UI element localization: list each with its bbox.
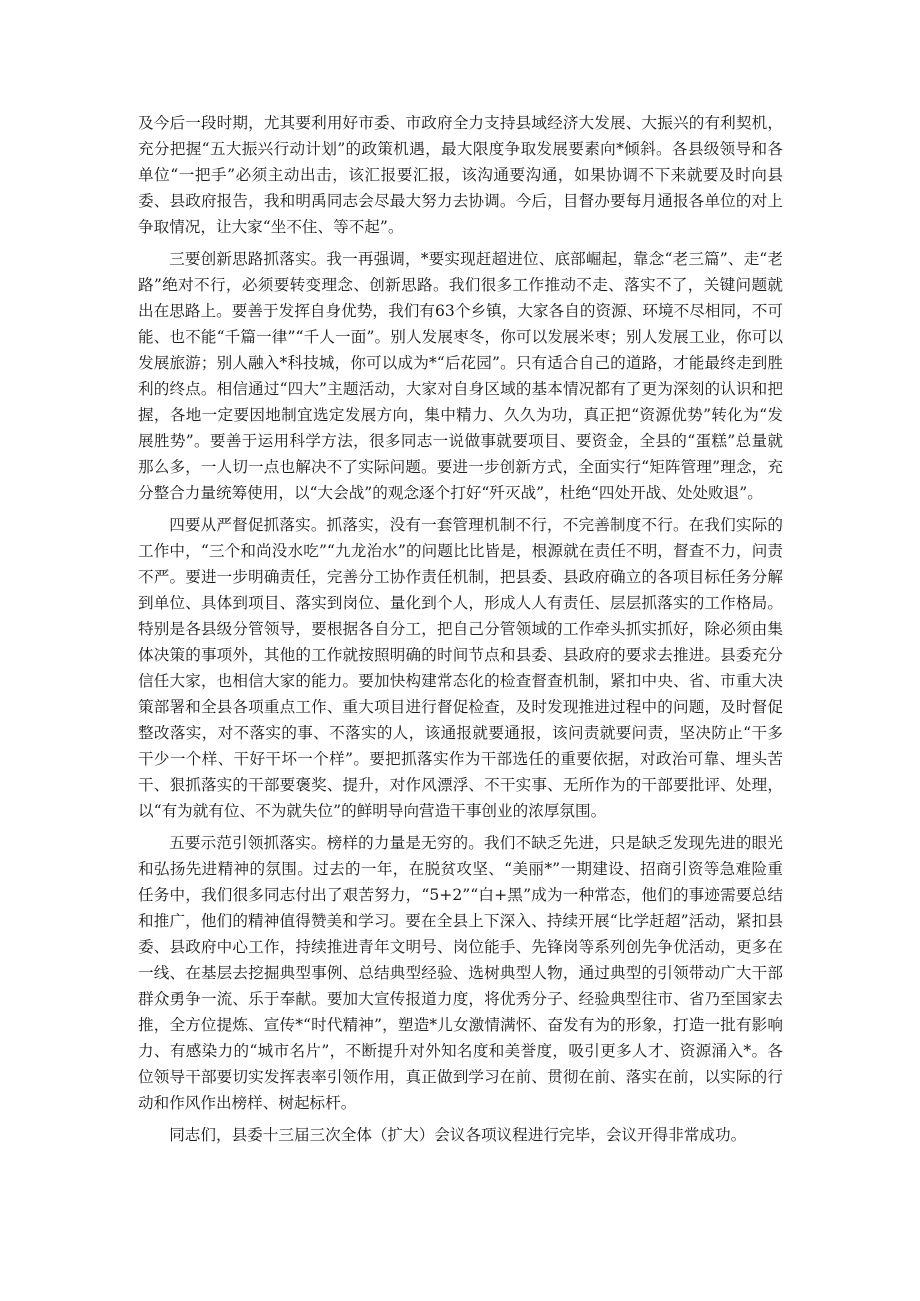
paragraph-continuation: 及今后一段时期，尤其要利用好市委、市政府全力支持县域经济大发展、大振兴的有利契机，充分把握“五大振兴行动计划”的政策机遇，最大限度争取发展要素向*倾斜。各县级领导和各单位“一把手”必须主动出击，该汇报要汇报，该沟通要沟通，如果协调不下来就要及时向县委、县政府报告，我和明禹同志会尽最大努力去协调。今后，目督办要每月通报各单位的对上争取情况，让大家“坐不住、等不起”。 (138, 114, 783, 236)
document-body (138, 110, 783, 1154)
paragraph-innovate-thinking: 三要创新思路抓落实。我一再强调，*要实现赶超进位、底部崛起，靠念“老三篇”、走“老路”绝对不行，必须要转变理念、创新思路。我们很多工作推动不走、落实不了，关键问题就出在思路上。要善于发挥自身优势，我们有63个乡镇，大家各自的资源、环境不尽相同，不可能、也不能“千篇一律”“千人一面”。别人发展枣冬，你可以发展米枣；别人发展工业，你可以发展旅游；别人融入*科技城，你可以成为*“后花园”。只有适合自己的道路，才能最终走到胜利的终点。相信通过“四大”主题活动，大家对自身区域的基本情况都有了更为深刻的认识和把握，各地一定要因地制宜选定发展方向，集中精力、久久为功，真正把“资源优势”转化为“发展胜势”。要善于运用科学方法，很多同志一说做事就要项目、要资金，全县的“蛋糕”总量就那么多，一人切一点也解决不了实际问题。要进一步创新方式，全面实行“矩阵管理”理念，充分整合力量统筹使用，以“大会战”的观念逐个打好“歼灭战”，杜绝“四处开战、处处败退”。 (138, 250, 783, 502)
paragraph-closing: 同志们，县委十三届三次全体（扩大）会议各项议程进行完毕，会议开得非常成功。 (169, 1126, 747, 1144)
paragraph-strict-supervision: 四要从严督促抓落实。抓落实，没有一套管理机制不行，不完善制度不行。在我们实际的工作中，“三个和尚没水吃”“九龙治水”的问题比比皆是，根源就在责任不明，督查不力，问责不严。要进一步明确责任，完善分工协作责任机制，把县委、县政府确立的各项目标任务分解到单位、具体到项目、落实到岗位、量化到个人，形成人人有责任、层层抓落实的工作格局。特别是各县级分管领导，要根据各自分工，把自己分管领域的工作牵头抓实抓好，除必须由集体决策的事项外，其他的工作就按照明确的时间节点和县委、县政府的要求去推进。县委充分信任大家，也相信大家的能力。要加快构建常态化的检查督查机制，紧扣中央、省、市重大决策部署和全县各项重点工作、重大项目进行督促检查，及时发现推进过程中的问题，及时督促整改落实，对不落实的事、不落实的人，该通报就要通报，该问责就要问责，坚决防止“干多干少一个样、干好干坏一个样”。要把抓落实作为干部选任的重要依据，对政治可靠、埋头苦干、狠抓落实的干部要褒奖、提升，对作风漂浮、不干实事、无所作为的干部要批评、处理，以“有为就有位、不为就失位”的鲜明导向营造干事创业的浓厚氛围。 (138, 516, 783, 820)
paragraph-exemplary-leadership: 五要示范引领抓落实。榜样的力量是无穷的。我们不缺乏先进，只是缺乏发现先进的眼光和弘扬先进精神的氛围。过去的一年，在脱贫攻坚、“美丽*”一期建设、招商引资等急难险重任务中，我们很多同志付出了艰苦努力，“5+2”“白+黑”成为一种常态，他们的事迹需要总结和推广，他们的精神值得赞美和学习。要在全县上下深入、持续开展“比学赶超”活动，紧扣县委、县政府中心工作，持续推进青年文明号、岗位能手、先锋岗等系列创先争优活动，更多在一线、在基层去挖掘典型事例、总结典型经验、选树典型人物，通过典型的引领带动广大干部群众勇争一流、乐于奉献。要加大宣传报道力度，将优秀分子、经验典型往市、省乃至国家去推，全方位提炼、宣传*“时代精神”，塑造*儿女激情满怀、奋发有为的形象，打造一批有影响力、有感染力的“城市名片”，不断提升对外知名度和美誉度，吸引更多人才、资源涌入*。各位领导干部要切实发挥表率引领作用，真正做到学习在前、贯彻在前、落实在前，以实际的行动和作风作出榜样、树起标杆。 (138, 834, 783, 1112)
